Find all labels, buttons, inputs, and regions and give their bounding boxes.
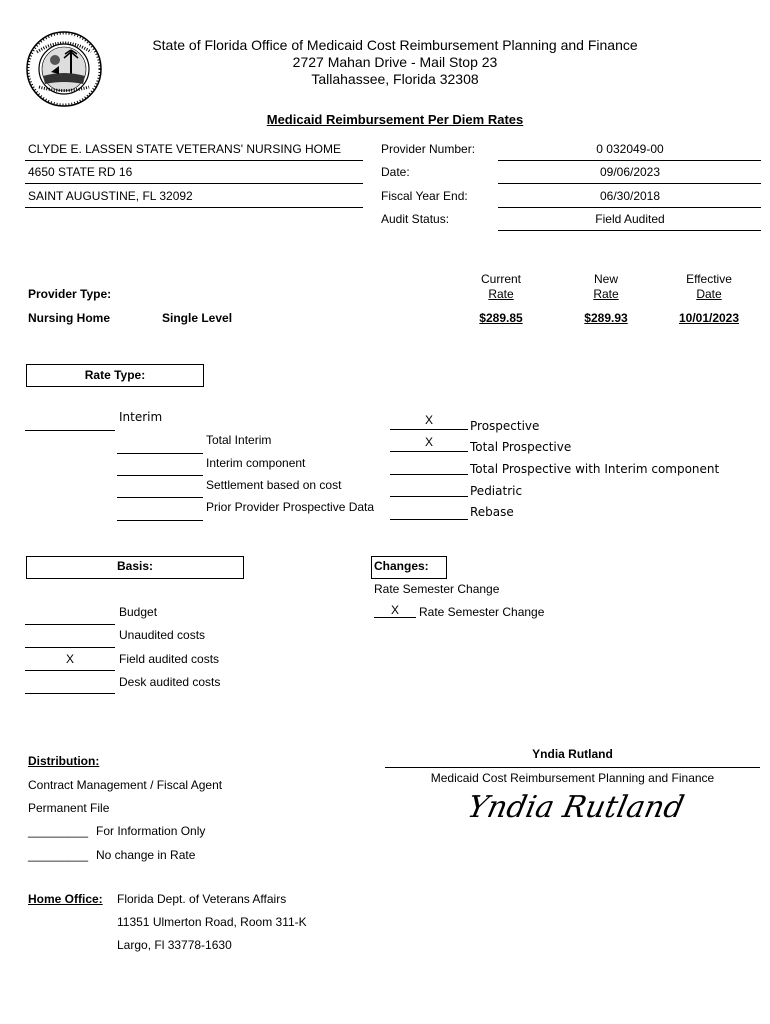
effective-date-header-top: Effective (686, 272, 732, 286)
signatory-name: Yndia Rutland (532, 747, 613, 761)
audit-status-label: Audit Status: (381, 212, 450, 226)
distribution-line-2: Permanent File (28, 801, 110, 815)
prospective-mark: X (424, 413, 433, 427)
unaudited-costs-label: Unaudited costs (119, 628, 206, 642)
total-prospective-label: Total Prospective (470, 440, 572, 454)
distribution-line-1: Contract Management / Fiscal Agent (28, 778, 223, 792)
total-prospective-interim-label: Total Prospective with Interim component (470, 462, 720, 476)
florida-state-seal-icon (25, 30, 103, 108)
basis-label: Basis: (117, 559, 154, 573)
field-audited-costs-label: Field audited costs (119, 652, 220, 666)
interim-label: Interim (119, 410, 163, 424)
current-rate-value: $289.85 (479, 311, 523, 325)
provider-type-value: Nursing Home (28, 311, 111, 325)
distribution-line-4: No change in Rate (96, 848, 196, 862)
changes-line-2: Rate Semester Change (419, 605, 545, 619)
rate-type-label: Rate Type: (84, 368, 146, 382)
changes-line-1: Rate Semester Change (374, 582, 500, 596)
desk-audited-costs-label: Desk audited costs (119, 675, 221, 689)
provider-number-label: Provider Number: (381, 142, 476, 156)
provider-name: CLYDE E. LASSEN STATE VETERANS' NURSING HOME (28, 142, 342, 156)
effective-date-value: 10/01/2023 (678, 311, 740, 325)
date-value: 09/06/2023 (599, 165, 661, 179)
current-rate-header-top: Current (480, 272, 521, 286)
document-title: Medicaid Reimbursement Per Diem Rates (266, 112, 524, 127)
header-line-3: Tallahassee, Florida 32308 (311, 71, 479, 87)
effective-date-header-bottom: Date (696, 287, 722, 301)
changes-label: Changes: (374, 559, 429, 573)
budget-label: Budget (119, 605, 158, 619)
distribution-label: Distribution: (28, 754, 100, 768)
provider-level: Single Level (162, 311, 233, 325)
home-office-line-2: 11351 Ulmerton Road, Room 311-K (117, 915, 307, 929)
distribution-blank-1: _________ (28, 824, 89, 838)
new-rate-header-bottom: Rate (593, 287, 619, 301)
fiscal-year-end-label: Fiscal Year End: (381, 189, 468, 203)
total-interim-label: Total Interim (206, 433, 272, 447)
provider-street: 4650 STATE RD 16 (28, 165, 133, 179)
distribution-blank-2: _________ (28, 848, 89, 862)
provider-type-label: Provider Type: (28, 287, 112, 301)
prior-provider-label: Prior Provider Prospective Data (206, 500, 375, 514)
provider-city: SAINT AUGUSTINE, FL 32092 (28, 189, 193, 203)
settlement-label: Settlement based on cost (206, 478, 342, 492)
prospective-label: Prospective (470, 419, 540, 433)
audit-status-value: Field Audited (595, 212, 665, 226)
fiscal-year-end-value: 06/30/2018 (599, 189, 661, 203)
provider-number-value: 0 032049-00 (596, 142, 664, 156)
current-rate-header-bottom: Rate (488, 287, 514, 301)
home-office-line-1: Florida Dept. of Veterans Affairs (117, 892, 287, 906)
rebase-label: Rebase (470, 505, 514, 519)
field-audited-mark: X (65, 652, 74, 666)
pediatric-label: Pediatric (470, 484, 523, 498)
header-line-1: State of Florida Office of Medicaid Cost Reimbursement Planning and Finance (152, 37, 638, 53)
changes-mark: X (390, 603, 399, 617)
interim-component-label: Interim component (206, 456, 306, 470)
total-prospective-mark: X (424, 435, 433, 449)
handwritten-signature: Yndia Rutland (464, 790, 688, 825)
home-office-label: Home Office: (28, 892, 103, 906)
new-rate-value: $289.93 (584, 311, 628, 325)
distribution-line-3: For Information Only (96, 824, 206, 838)
date-label: Date: (381, 165, 410, 179)
new-rate-header-top: New (593, 272, 618, 286)
header-line-2: 2727 Mahan Drive - Mail Stop 23 (292, 54, 498, 70)
signatory-title: Medicaid Cost Reimbursement Planning and Finance (430, 771, 715, 785)
home-office-line-3: Largo, Fl 33778-1630 (117, 938, 232, 952)
